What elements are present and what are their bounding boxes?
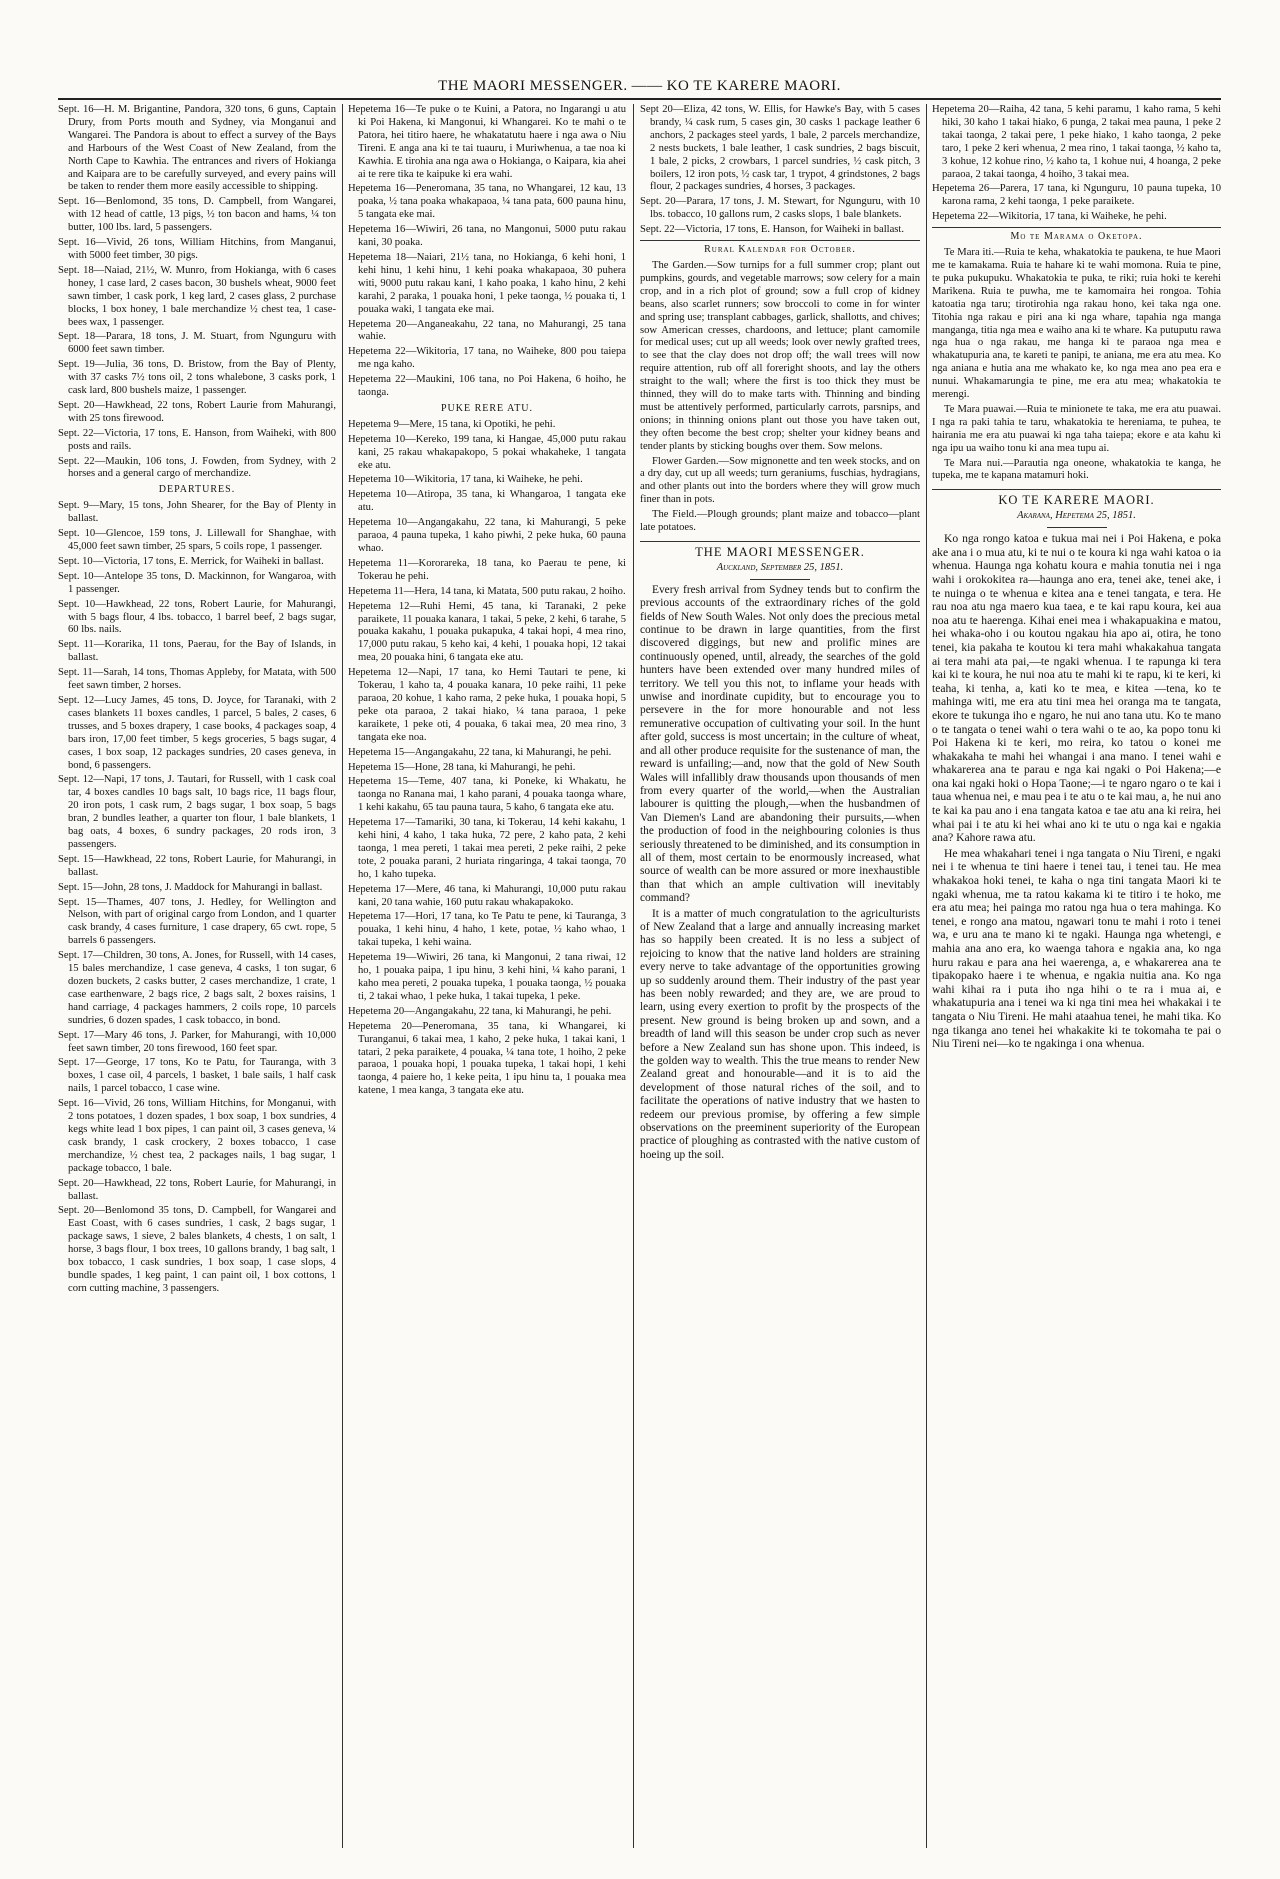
departures-list (348, 419, 626, 1098)
flower-garden-paragraph: Flower Garden.—Sow mignonette and ten week stocks, and on a dry day, cut up all weeds; turn geraniums, fuschias, hydragians, and other plants out into the borders where they will grow much finer than in pots. (640, 455, 920, 506)
columns (58, 104, 1221, 1848)
list-item: Hepetema 20—Angangakahu, 22 tana, ki Mahurangi, he pehi. (348, 1005, 612, 1017)
list-item: Hepetema 10—Wikitoria, 17 tana, ki Waiheke, he pehi. (348, 474, 583, 486)
list-item: Hepetema 11—Kororareka, 18 tana, ko Paerau te pene, ki Tokerau he pehi. (348, 557, 626, 582)
article-paragraph: Every fresh arrival from Sydney tends but to confirm the previous accounts of the extraordinary riches of the gold fields of New South Wales. Not only does the precious metal continue to be drawn in large quantities, from the first discovered diggings, but new and prolific mines are continuously opened, until, already, the searches of the gold hunters have been extended over many hundred miles of territory. We tell you this not, to inflame your heads with unwise and inordinate cupidity, but to encourage you to persevere in the for more honourable and not less remunerative occupation of cultivating your soil. In the hunt after gold, success is most uncertain; in the culture of wheat, and all other produce requisite for the sustenance of man, the reward is unfailing;—and, now that the gold of New South Wales will infallibly draw thousands upon thousands of men from every quarter of the world,—when the Australian labourer is quitting the plough,—when the husbandmen of Van Diemen's Land are abandoning their pursuits,—when the production of food in the neighbouring colonies is thus seriously threatened to be diminished, and its consumption in all of them, most certain to be enormously increased, what source of wealth can be more assured or more inexhaustible than that which an ample cultivation will inevitably command? (640, 583, 920, 905)
list-item: Sept. 10—Hawkhead, 22 tons, Robert Laurie, for Mahurangi, with 5 bags flour, 4 lbs. tobacco, 1 barrel beef, 2 bags sugar, 60 lbs. nails. (58, 598, 336, 636)
marama-heading: Mo te Marama o Oketopa. (932, 227, 1221, 244)
list-item: Sept. 22—Victoria, 17 tons, E. Hanson, from Waiheki, with 800 posts and rails. (58, 427, 336, 452)
column-rule (633, 104, 634, 1848)
list-item: Hepetema 15—Hone, 28 tana, ki Mahurangi, he pehi. (348, 761, 576, 773)
list-item: Sept. 16—Vivid, 26 tons, William Hitchins, for Monganui, with 2 tons potatoes, 1 dozen spades, 1 box soap, 1 box sundries, 4 kegs white lead 1 box pipes, 1 can paint oil, 3 cases geneva, ¼ cask brandy, 1 cask crockery, 2 boxes tobacco, 1 case merchandize, ½ chest tea, 2 packages nails, 1 bag sugar, 1 package tobacco, 1 bale. (58, 1098, 336, 1174)
list-item: Sept. 15—Thames, 407 tons, J. Hedley, for Wellington and Nelson, with part of original cargo from London, and 1 quarter cask brandy, 4 cases furniture, 1 case drapery, 65 cwt. rope, 5 barrels 6 passengers. (58, 896, 336, 947)
list-item: Hepetema 16—Te puke o te Kuini, a Patora, no Ingarangi u atu ki Poi Hakena, ki Mangonui, ki Whangarei. Ko te mahi o te Patora, hei titiro haere, he whakatatutu haere i nga awa o Niu Tireni. E anga ana ki te tai tuauru, i Muriwhenua, a tae noa ki Kawhia. E tirohia ana nga awa o Hokianga, o Kaipara, kia ahei ai te rere tika te kaipuke ki era wahi. (348, 104, 626, 180)
dateline: Auckland, September 25, 1851. (716, 561, 844, 573)
article-paragraph: It is a matter of much congratulation to the agriculturists of New Zealand that a large and annually increasing market has so happily been created. It is no less a subject of rejoicing to know that the native land holders are straining every nerve to take advantage of the opportunities growing up so suddenly around them. Their industry of the past year has been nobly rewarded; and they are, we are proud to learn, using every exertion to profit by the prospects of the present. New ground is being broken up and sown, and a breadth of land will this season be under crop such as never before a New Zealand sun has shone upon. This indeed, is the golden way to wealth. This the true means to render New Zealand great and honourable—and it is to aid the development of those natural riches of the soil, and to facilitate the operations of native industry that we hasten to redeem our previous promise, by offering a few simple observations on the preeminent superiority of the European practice of ploughing as contrasted with the native custom of hoeing up the soil. (640, 907, 920, 1161)
shipping-continued (640, 104, 920, 237)
list-item: Sept. 17—George, 17 tons, Ko te Patu, for Tauranga, with 3 boxes, 1 case oil, 4 parcels, 1 basket, 1 bale sails, 1 half cask nails, 1 parcel tobacco, 1 case wine. (58, 1057, 336, 1095)
masthead-maori-title: KO TE KARERE MAORI. (666, 78, 841, 94)
list-item: Hepetema 20—Raiha, 42 tana, 5 kehi paramu, 1 kaho rama, 5 kehi hiki, 30 kaho 1 takai hiako, 6 punga, 2 takai mea pauna, 1 peke 2 takai taonga, 2 takai pere, 1 peke hiako, 1 kaho taonga, 2 peke taro, 1 peke 2 keri whenua, 2 mea rino, 1 takai taonga, ½ kaho ta, 3 kohue, 12 kohue rino, ½ kaho ta, 1 kohue nui, 4 hoanga, 2 peke paraoa, 2 takai taonga, 4 hoiho, 3 takai mea. (932, 104, 1221, 180)
list-item: Hepetema 10—Kereko, 199 tana, ki Hangae, 45,000 putu rakau kani, 25 rakau whakapakopo, 5 pokai whakaheke, 1 tangata eke atu. (348, 433, 626, 471)
column-rule (342, 104, 343, 1848)
list-item: Sept. 16—Vivid, 26 tons, William Hitchins, from Manganui, with 5000 feet timber, 30 pigs. (58, 237, 336, 261)
list-item: Hepetema 20—Peneromana, 35 tana, ki Whangarei, ki Turanganui, 6 takai mea, 1 kaho, 2 peke huka, 1 takai kani, 1 tatari, 2 peka paraikete, 4 pouaka, ¼ tana tote, 1 hoiho, 2 peke paraoa, 1 pouaka hopi, 1 pouaka tupeka, 1 takai hopi, 1 kehi taonga, 4 paiere ho, 1 keke peita, 1 ipu hinu ta, 1 pouaka mea katene, 1 mea kanga, 3 tangata eke atu. (348, 1020, 626, 1097)
list-item: Hepetema 20—Anganeakahu, 22 tana, no Mahurangi, 25 tana wahie. (348, 318, 626, 343)
divider (750, 579, 810, 580)
list-item: Hepetema 18—Naiari, 21½ tana, no Hokianga, 6 kehi honi, 1 kehi hinu, 1 kehi hinu, 1 kehi poaka whakapaoa, 30 puhera witi, 9000 putu rakau kani, 1 kaho poaka, 1 kaho hinu, 2 kehi karahi, 2 paraka, 1 pouaka honi, 1 peke taonga, ½ pouaka ti, 1 pouaka waki, 1 tangata eke mai. (348, 251, 626, 315)
list-item: Sept. 12—Napi, 17 tons, J. Tautari, for Russell, with 1 cask coal tar, 4 boxes candles 10 bags salt, 10 bags rice, 11 bags flour, 20 iron pots, 1 cask rum, 2 bags sugar, 1 box soap, 5 bags bran, 2 bundles leather, a quarter ton flour, 1 bale blankets, 1 bag oats, 4 boxes, 6 sundry packages, 20 rods iron, 3 passengers. (58, 774, 336, 850)
list-item: Hepetema 17—Mere, 46 tana, ki Mahurangi, 10,000 putu rakau kani, 20 tana wahie, 160 putu rakau whakapakoko. (348, 883, 626, 908)
list-item: Sept. 16—H. M. Brigantine, Pandora, 320 tons, 6 guns, Captain Drury, from Ports mouth and Sydney, via Monganui and Wangarei. The Pandora is about to effect a survey of the Bays and Harbours of the West Coast of New Zealand, from the North Cape to Kawhia. The entrances and rivers of Hokianga and Kaipara are to be carefully surveyed, and every pains will be taken to render them more easily accessible to shipping. (58, 104, 336, 193)
list-item: Sept. 11—Korarika, 11 tons, Paerau, for the Bay of Islands, in ballast. (58, 639, 336, 664)
list-item: Sept. 20—Parara, 17 tons, J. M. Stewart, for Ngunguru, with 10 lbs. tobacco, 10 gallons rum, 2 casks slops, 1 bale blankets. (640, 196, 920, 221)
list-item: Sept. 20—Hawkhead, 22 tons, Robert Laurie from Mahurangi, with 25 tons firewood. (58, 399, 336, 424)
masthead-english-title: THE MAORI MESSENGER. (438, 78, 628, 94)
shipping-continued (932, 104, 1221, 224)
list-item: Hepetema 11—Hera, 14 tana, ki Matata, 500 putu rakau, 2 hoiho. (348, 585, 626, 597)
section-title: KO TE KARERE MAORI. (932, 489, 1221, 507)
column-2-shipping-maori (348, 104, 626, 1848)
list-item: Sept. 12—Lucy James, 45 tons, D. Joyce, for Taranaki, with 2 cases blankets 11 boxes candles, 1 parcel, 5 bales, 2 cases, 6 trusses, and 5 boxes drapery, 1 case books, 4 packages soap, 4 bars iron, 17,00 feet timber, 5 kegs groceries, 5 bags sugar, 4 cases, 1 box soap, 12 packages sundries, 20 cases geneva, in bond, 6 passengers. (58, 694, 336, 771)
column-1-shipping-english (58, 104, 336, 1848)
article-paragraph: He mea whakahari tenei i nga tangata o Niu Tireni, e ngaki nei i te whenua te tini haere i tenei tau, i tenei tau. He mea whakakoa hoki tenei, te kaha o nga tini tangata Maori ki te ngaki whenua, me ta ratou kakama ki te titiro i te hoko, me era atu mea; hei painga mo ratou nga hua o tera mahinga. Ko tenei, e rongo ana matou, ngawari tonu te mahi i roto i tenei wa, e uru ana te mano ki te ngaki. Haunga nga whetengi, e mahia ana ano era, ko waenga tahora e ngakia ana, ko nga huru rakau e para ana hei waerenga, a, e whakarerea ana te tipakopako haere i te whenua, e ngakia nuitia ana. Ko nga wahi kihai ra i puta iho nga hihi o te ra i mua ai, e whakatupuria ana i tenei wa ki nga tini mea hei whakakai i te tangata o Niu Tireni. He mahi ataahua tenei, he mahi tika. Ko nga tikanga ano tenei hei whakakite ki te tokomaha te pai o Niu Tireni nei—ko te ngakinga i ona whenua. (932, 846, 1221, 1051)
list-item: Sept. 10—Antelope 35 tons, D. Mackinnon, for Wangaroa, with 1 passenger. (58, 570, 336, 595)
list-item: Hepetema 15—Angangakahu, 22 tana, ki Mahurangi, he pehi. (348, 746, 612, 758)
list-item: Hepetema 10—Angangakahu, 22 tana, ki Mahurangi, 5 peke paraoa, 4 pauna tupeka, 1 kaho piwhi, 2 peke huka, 60 pauna whao. (348, 517, 626, 554)
list-item: Hepetema 22—Wikitoria, 17 tana, ki Waiheke, he pehi. (932, 211, 1167, 223)
list-item: Sept. 19—Julia, 36 tons, D. Bristow, from the Bay of Plenty, with 37 casks 7½ tons oil, 2 tons whalebone, 3 casks pork, 1 cask lard, 800 bushels maize, 1 passenger. (58, 359, 336, 397)
masthead (58, 78, 1221, 100)
list-item: Hepetema 22—Wikitoria, 17 tana, no Waiheke, 800 pou taiepa me nga kaho. (348, 346, 626, 371)
list-item: Sept. 9—Mary, 15 tons, John Shearer, for the Bay of Plenty in ballast. (58, 500, 336, 525)
article-paragraph: Ko nga rongo katoa e tukua mai nei i Poi Hakena, e poka ake ana i o mua atu, ki te nui o te koura ki nga wahi katoa o ia whenua. Haunga nga kohatu koura e mahia tonutia nei i nga wahi i orokokitea ra—haunga ano era, tenei ake, tenei ake, i te nuinga o te whenua e kitea ana e tenei tangata, e tera. He rau noa atu nga maero kua taea, e te kai rapu koura, kei aua noa atu te haerenga. Kihai enei mea i whakapuakina e matou, hei whaka-oho i ou koutou ngakau hia apo ai, otira, he tono tenei, kia pakaha te koutou ki tera mahi whakakahua tangata ai tera mahi ata pai,—te ngaki whenua. I te rapunga ki tera kai ki te koura, he nui noa atu te mahi ki te rapu, ki te keri, ki teaha, ki tenha, a, kati ko te mea, e kitea —tena, ko te mahinga witi, me era atu tini mea hei oranga ma te tangata, ekore te tukunga iho e ngaro, he nui ano tana utu. Ko te mano o te tangata o tenei wahi o tera wahi o te ao, ka popo tonu ki Poi Hakena ki te keri, mo reira, ko tatou o konei me whakakaha te mahi hei whangai i ana mano. I tenei wahi e whakarerea ana te parau e nga kai ngaki o Poi Hakena;—e ona kai ngaki hoki o Hopa Taone;—i te ngaro ngaro o te kai i taua whenua nei, e mau pea i te atu o te kai mau, a, he nui ano te kai ka pau ano i ena tangata katoa e tae atu ana ki reira, hei whai pai i te atu ki hei whai ano ki te utu o nga kai e ngakia ana? Kahore rawa atu. (932, 532, 1221, 845)
masthead-separator: —— (631, 78, 663, 94)
list-item: Sept. 15—Hawkhead, 22 tons, Robert Laurie, for Mahurangi, in ballast. (58, 853, 336, 878)
list-item: Hepetema 26—Parera, 17 tana, ki Ngunguru, 10 pauna tupeka, 10 karona rama, 2 kehi taonga, 1 peke paraikete. (932, 183, 1221, 208)
list-item: Sept. 17—Children, 30 tons, A. Jones, for Russell, with 14 cases, 15 bales merchandize, 1 case geneva, 4 casks, 1 ton sugar, 6 dozen buckets, 2 casks butter, 2 cases merchandize, 1 crate, 1 case earthenware, 2 bags rice, 2 bags salt, 2 boxes raisins, 1 hand carriage, 4 packages hammers, 2 coils rope, 10 parcels sundries, 6 dozen spades, 1 cask tobacco, in bond. (58, 950, 336, 1026)
list-item: Sept. 22—Maukin, 106 tons, J. Fowden, from Sydney, with 2 horses and a general cargo of merchandize. (58, 455, 336, 480)
dateline: Akarana, Hepetema 25, 1851. (1017, 510, 1136, 522)
list-item: Hepetema 12—Ruhi Hemi, 45 tana, ki Taranaki, 2 peke paraikete, 11 pouaka kanara, 1 takai, 5 peke, 2 kehi, 6 tarahe, 5 pouaka kakahu, 1 pouaka pukapuka, 4 takai hopi, 4 mea rino, 17,000 putu rakau, 5 keho kai, 4 kehi, 1 pouaka hopi, 12 takai mea, 20 pouaka hini, 6 tangata eke atu. (348, 600, 626, 664)
list-item: Sept. 16—Benlomond, 35 tons, D. Campbell, from Wangarei, with 12 head of cattle, 13 pigs, ½ ton bacon and hams, ¼ ton butter, 100 lbs. lard, 5 passengers. (58, 196, 336, 234)
mara-puawai-paragraph: Te Mara puawai.—Ruia te minionete te taka, me era atu puawai. I nga ra paki tahia te taru, whakatokia te hereniama, te puhea, te hairania me era atu puawai ki nga taha taiepa; ekore e ata kahu ki nga ipu ua waiho tonu ki ana mea tupu ai. (932, 403, 1221, 454)
newspaper-page (58, 78, 1221, 1848)
divider (1047, 527, 1107, 528)
column-3-english-news (640, 104, 920, 1848)
mara-nui-paragraph: Te Mara nui.—Parautia nga oneone, whakatokia te kanga, he tupeka, me te kapana matamuri hoki. (932, 457, 1221, 482)
list-item: Sept. 20—Benlomond 35 tons, D. Campbell, for Wangarei and East Coast, with 6 cases sundries, 1 cask, 2 bags sugar, 1 package saws, 1 sieve, 2 bales blankets, 4 chests, 1 on salt, 1 horse, 3 bags flour, 1 box trees, 10 gallons brandy, 1 bag salt, 1 box tobacco, 1 cask sundries, 1 box soap, 1 case slops, 4 bundle spades, 1 keg paint, 1 can paint oil, 1 box cottons, 1 corn cutting machine, 3 passengers. (58, 1205, 336, 1294)
departures-list (58, 500, 336, 1295)
list-item: Hepetema 19—Wiwiri, 26 tana, ki Mangonui, 2 tana riwai, 12 ho, 1 pouaka paipa, 1 ipu hinu, 3 kehi hini, ¼ kaho parani, 1 kaho mea pereti, 2 pouaka tupeka, 1 pouaka taonga, ½ pouaka ti, 2 takai whao, 1 peke huka, 1 takai tupeka, 1 peke. (348, 952, 626, 1002)
arrivals-list (348, 104, 626, 400)
arrivals-list (58, 104, 336, 481)
column-4-maori-news (932, 104, 1221, 1848)
list-item: Sept. 20—Hawkhead, 22 tons, Robert Laurie, for Mahurangi, in ballast. (58, 1177, 336, 1202)
list-item: Sept. 18—Parara, 18 tons, J. M. Stuart, from Ngunguru with 6000 feet sawn timber. (58, 331, 336, 356)
list-item: Hepetema 17—Hori, 17 tana, ko Te Patu te pene, ki Tauranga, 3 pouaka, 1 kehi hinu, 4 haho, 1 kete, potae, ½ kaho whao, 1 takai tupeka, 1 kehi waina. (348, 911, 626, 949)
list-item: Sept. 18—Naiad, 21½, W. Munro, from Hokianga, with 6 cases honey, 1 case lard, 2 cases bacon, 30 bushels wheat, 9000 feet sawn timber, 1 cask pork, 1 keg lard, 2 cases glass, 2 purchase blocks, 1 box honey, 1 bale merchandize ½ chest tea, 1 case-bees wax, 1 passenger. (58, 264, 336, 328)
column-rule (926, 104, 927, 1848)
section-title: THE MAORI MESSENGER. (640, 541, 920, 559)
list-item: Sept. 15—John, 28 tons, J. Maddock for Mahurangi in ballast. (58, 881, 323, 893)
mara-iti-paragraph: Te Mara iti.—Ruia te keha, whakatokia te paukena, te hue Maori me te kamakama. Ruia te hahare ki te wahi momona. Ruia te pine, te puka pukupuku. Whakatokia te puka, te riki; ruia hoki te kerehi Marikena. Ruia te puwha, me te kamomaira hei rongoa. Tohia katoatia nga taru; tirotirohia nga rakau hono, kei taka nga one. Titohia nga rakau e piri ana ki nga whare, tapahia nga manga manganga, titia nga mea e waiho ana ki te whare. Ka putuputu rawa nga hua o nga rakau, me hanga ki te paraoa nga mea e whakatupuria ana, te kareti te panipi, te aniana, me era atu mea. Ko nga aniana e hutia ana me whakato ke, ko nga mea ano pea era e nunui. Whakamarungia te pine, me era atu mea; whakatokia te merengi. (932, 247, 1221, 401)
garden-paragraph: The Garden.—Sow turnips for a full summer crop; plant out pumpkins, gourds, and vegetable marrows; sow celery for a main crop, and in a rich plot of ground; sow a full crop of kidney beans, also scarlet runners; sow broccoli to come in for winter and spring use; transplant cabbages, garlick, shallotts, and chives; sow American cresses, chardoons, and lettuce; plant camomile for medical uses; cut up all weeds; look over newly grafted trees, to see that the clay does not drop off; the wall trees will now require attention, rub off all foreright shoots, and lay the others straight to the wall; where the first is too thick they must be thinned, they will do to make tarts with. Thinning and binding must be attentively performed, particularly carrots, parsnips, and onions; in thinning onions plant out those you have taken out, they often become the best crop; shelter your kidney beans and tender plants by sticking boughs over them. Sow melons. (640, 259, 920, 452)
departures-heading: DEPARTURES. (158, 484, 236, 496)
list-item: Hepetema 22—Maukini, 106 tana, no Poi Hakena, 6 hoiho, he taonga. (348, 374, 626, 399)
list-item: Hepetema 12—Napi, 17 tana, ko Hemi Tautari te pene, ki Tokerau, 1 kaho ta, 4 pouaka kanara, 10 peke raihi, 11 peke paraoa, 20 kohue, 1 kaho rama, 2 peke huka, 1 pouaka hopi, 5 peke ota paraoa, 2 takai hiako, ¼ tana paraoa, 1 peke karaikete, 1 peke oti, 4 pouaka, 6 takai mea, 20 mea rino, 3 tangata eke noa. (348, 667, 626, 743)
list-item: Sept. 10—Glencoe, 159 tons, J. Lillewall for Shanghae, with 45,000 feet sawn timber, 25 spars, 5 coils rope, 1 passenger. (58, 528, 336, 552)
departures-heading: PUKE RERE ATU. (440, 402, 534, 414)
list-item: Hepetema 9—Mere, 15 tana, ki Opotiki, he pehi. (348, 418, 556, 430)
rural-kalendar-heading: Rural Kalendar for October. (640, 240, 920, 257)
list-item: Hepetema 16—Wiwiri, 26 tana, no Mangonui, 5000 putu rakau kani, 30 poaka. (348, 224, 626, 249)
list-item: Sept. 10—Victoria, 17 tons, E. Merrick, for Waiheki in ballast. (58, 555, 324, 567)
list-item: Hepetema 10—Atiropa, 35 tana, ki Whangaroa, 1 tangata eke atu. (348, 489, 626, 514)
list-item: Sept 20—Eliza, 42 tons, W. Ellis, for Hawke's Bay, with 5 cases brandy, ¼ cask rum, 5 cases gin, 30 casks 1 package leather 6 anchors, 2 packages steel yards, 1 bale, 2 parcels merchandize, 2 nests buckets, 1 bale leather, 1 cask sundries, 2 bags biscuit, 1 bale, 2 picks, 2 crowbars, 1 parcel sundries, ½ cask pitch, 3 boilers, 12 iron pots, ½ cask tar, 1 trypot, 4 grindstones, 2 bags flour, 2 packages sundries, 4 horses, 3 packages. (640, 104, 920, 193)
list-item: Hepetema 16—Peneromana, 35 tana, no Whangarei, 12 kau, 13 poaka, ½ tana poaka whakapaoa, ¼ tana pata, 600 pauna hinu, 5 tangata eke mai. (348, 183, 626, 221)
list-item: Sept. 17—Mary 46 tons, J. Parker, for Mahurangi, with 10,000 feet sawn timber, 20 tons firewood, 160 feet spar. (58, 1029, 336, 1054)
list-item: Hepetema 15—Teme, 407 tana, ki Poneke, ki Whakatu, he taonga no Ranana mai, 1 kaho parani, 4 pouaka taonga whare, 1 kehi kakahu, 65 tau pauna taura, 5 kaho, 6 tangata eke atu. (348, 776, 626, 814)
list-item: Hepetema 17—Tamariki, 30 tana, ki Tokerau, 14 kehi kakahu, 1 kehi hini, 4 kaho, 1 taka huka, 72 pere, 2 kaho pata, 2 kehi taonga, 1 mea pereti, 1 takai mea pereti, 2 peke raihi, 2 peke tote, 2 pouaka parani, 2 huriata ringaringa, 4 takai taonga, 70 ho, 1 kaho tupeka. (348, 817, 626, 880)
field-paragraph: The Field.—Plough grounds; plant maize and tobacco—plant late potatoes. (640, 509, 920, 534)
list-item: Sept. 11—Sarah, 14 tons, Thomas Appleby, for Matata, with 500 feet sawn timber, 2 horses. (58, 667, 336, 692)
list-item: Sept. 22—Victoria, 17 tons, E. Hanson, for Waiheki in ballast. (640, 224, 904, 236)
